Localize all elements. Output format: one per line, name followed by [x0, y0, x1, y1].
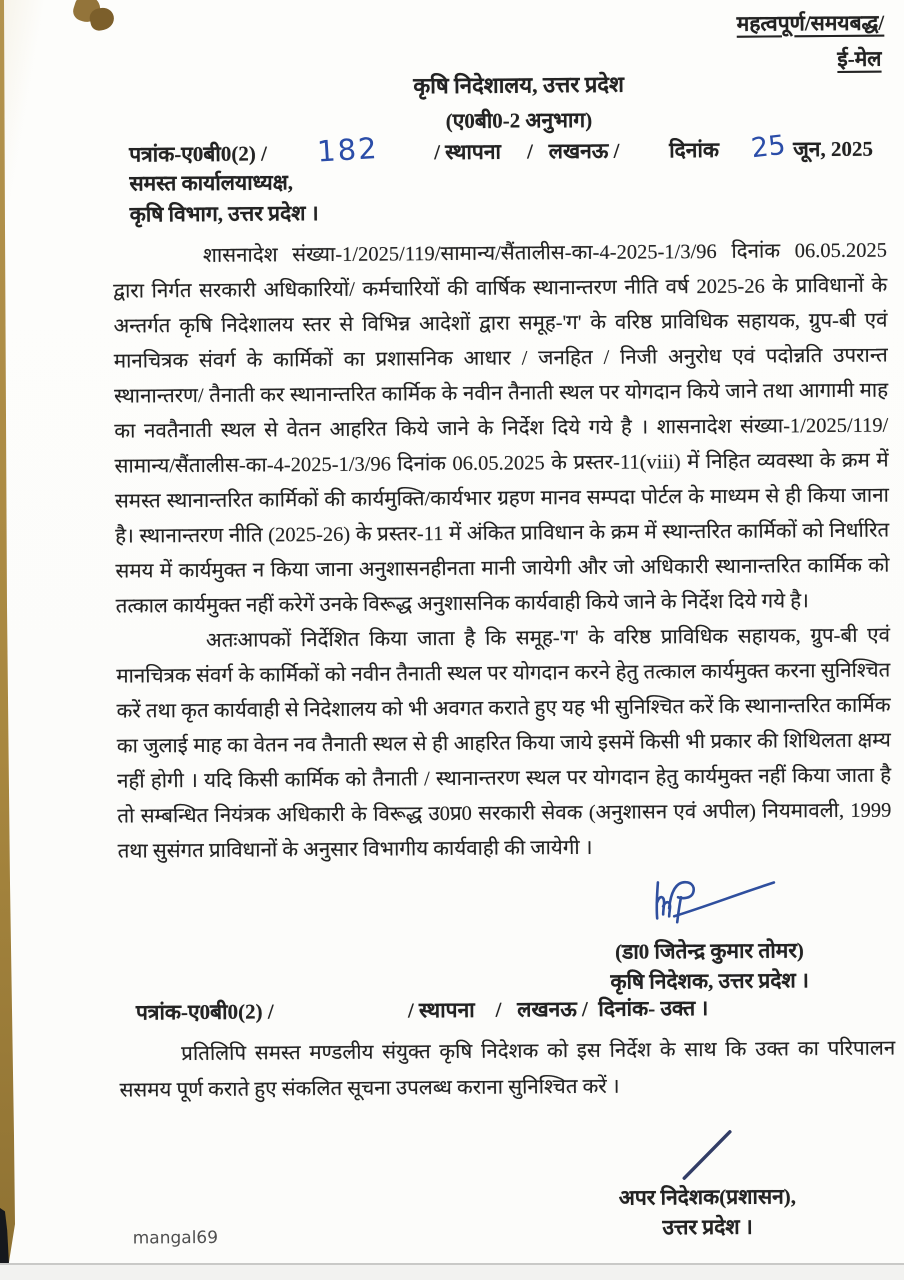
priority-tag: महत्वपूर्ण/समयबद्ध/ — [736, 10, 885, 36]
section-name: (ए0बी0-2 अनुभाग) — [445, 107, 593, 134]
letter-body — [113, 234, 892, 870]
body-paragraph-1: शासनादेश संख्या-1/2025/119/सामान्य/सैंतालीस-का-4-2025-1/3/96 दिनांक 06.05.2025 द्वारा निर्गत सरकारी अधिकारियों/ कर्मचारियों की वार्षिक स्थानान्तरण नीति वर्ष 2025-26 के प्राविधानों के अन्तर्गत कृषि निदेशालय स्तर से विभिन्न आदेशों द्वारा समूह-'ग' के वरिष्ठ प्राविधिक सहायक, ग्रुप-बी एवं मानचित्रक संवर्ग के कार्मिकों का प्रशासनिक आधार / जनहित / निजी अनुरोध एवं पदोन्नति उपरान्त स्थानान्तरण/ तैनाती कर स्थानान्तरित कार्मिक के नवीन तैनाती स्थल पर योगदान किये जाने तथा आगामी माह का नवतैनाती स्थल से वेतन आहरित किये जाने के निर्देश दिये गये है । शासनादेश संख्या-1/2025/119/सामान्य/सैंतालीस-का-4-2025-1/3/96 दिनांक 06.05.2025 के प्रस्तर-11(viii) में निहित व्यवस्था के क्रम में समस्त स्थानान्तरित कार्मिकों की कार्यमुक्ति/कार्यभार ग्रहण मानव सम्पदा पोर्टल के माध्यम से ही किया जाना है। स्थानान्तरण नीति (2025-26) के प्रस्तर-11 में अंकित प्राविधान के क्रम में स्थान्तरित कार्मिकों को निर्धारित समय में कार्यमुक्त न किया जाना अनुशासनहीनता मानी जायेगी और जो अधिकारी स्थानान्तरित कार्मिक को तत्काल कार्यमुक्त नहीं करेगें उनके विरूद्ध अनुशासनिक कार्यवाही किये जाने के निर्देश दिये गये है। — [113, 239, 890, 618]
reference-label: पत्रांक-ए0बी0(2) / — [135, 999, 274, 1025]
copy-paragraph: प्रतिलिपि समस्त मण्डलीय संयुक्त कृषि निदेशक को इस निर्देश के साथ कि उक्त का परिपालन ससमय पूर्ण कराते हुए संकलित सूचना उपलब्ध कराना सुनिश्चित करें । — [119, 1037, 896, 1102]
handwritten-ref-number: 182 — [316, 130, 380, 169]
recipient-line: कृषि विभाग, उत्तर प्रदेश । — [129, 201, 319, 227]
date-label: दिनांक — [669, 137, 720, 163]
letterhead — [369, 68, 670, 135]
reference-line-copy — [136, 993, 897, 1037]
signatory-title: उत्तर प्रदेश । — [662, 1214, 753, 1240]
handwritten-date-day: 25 — [749, 129, 788, 165]
organization-name: कृषि निदेशालय, उत्तर प्रदेश — [413, 71, 625, 99]
date-month-year: जून, 2025 — [793, 136, 873, 162]
additional-director-signature-block — [602, 1125, 813, 1243]
body-paragraph-2: अतःआपकों निर्देशित किया जाता है कि समूह-'ग' के वरिष्ठ प्राविधिक सहायक, ग्रुप-बी एवं मानचित्रक संवर्ग के कार्मिकों को नवीन तैनाती स्थल पर योगदान करने हेतु तत्काल कार्यमुक्त करना सुनिश्चित करें तथा कृत कार्यवाही से निदेशालय को भी अवगत कराते हुए यह भी सुनिश्चित करें कि स्थानान्तरित कार्मिक का जुलाई माह का वेतन नव तैनाती स्थल से ही आहरित किया जाये इसमें किसी भी प्रकार की शिथिलता क्षम्य नहीं होगी । यदि किसी कार्मिक को तैनाती / स्थानान्तरण स्थल पर योगदान हेतु कार्यमुक्त नहीं किया जाता है तो सम्बन्धित नियंत्रक अधिकारी के विरूद्ध उ0प्र0 सरकारी सेवक (अनुशासन एवं अपील) नियमावली, 1999 तथा सुसंगत प्राविधानों के अनुसार विभागीय कार्यवाही की जायेगी । — [116, 624, 892, 863]
copy-endorsement — [119, 1031, 896, 1109]
reference-label: पत्रांक-ए0बी0(2) / — [129, 141, 267, 167]
route-text: / स्थापना / लखनऊ / दिनांक- उक्त । — [407, 995, 709, 1023]
signature-slash-mark — [652, 1126, 762, 1183]
director-signature-block — [594, 873, 825, 997]
signatory-name: (डा0 जितेन्द्र कुमार तोमर) — [614, 938, 804, 964]
email-tag: ई-मेल — [837, 46, 882, 71]
signature-ink-scribble — [634, 873, 784, 936]
recipient-line: समस्त कार्यालयाध्यक्ष, — [129, 170, 294, 196]
recipient-address — [129, 167, 319, 230]
signatory-title: कृषि निदेशक, उत्तर प्रदेश । — [610, 968, 810, 994]
signatory-title: अपर निदेशक(प्रशासन), — [618, 1184, 797, 1210]
route-text: / स्थापना / लखनऊ / — [434, 138, 620, 165]
font-watermark: mangal69 — [132, 1227, 219, 1249]
